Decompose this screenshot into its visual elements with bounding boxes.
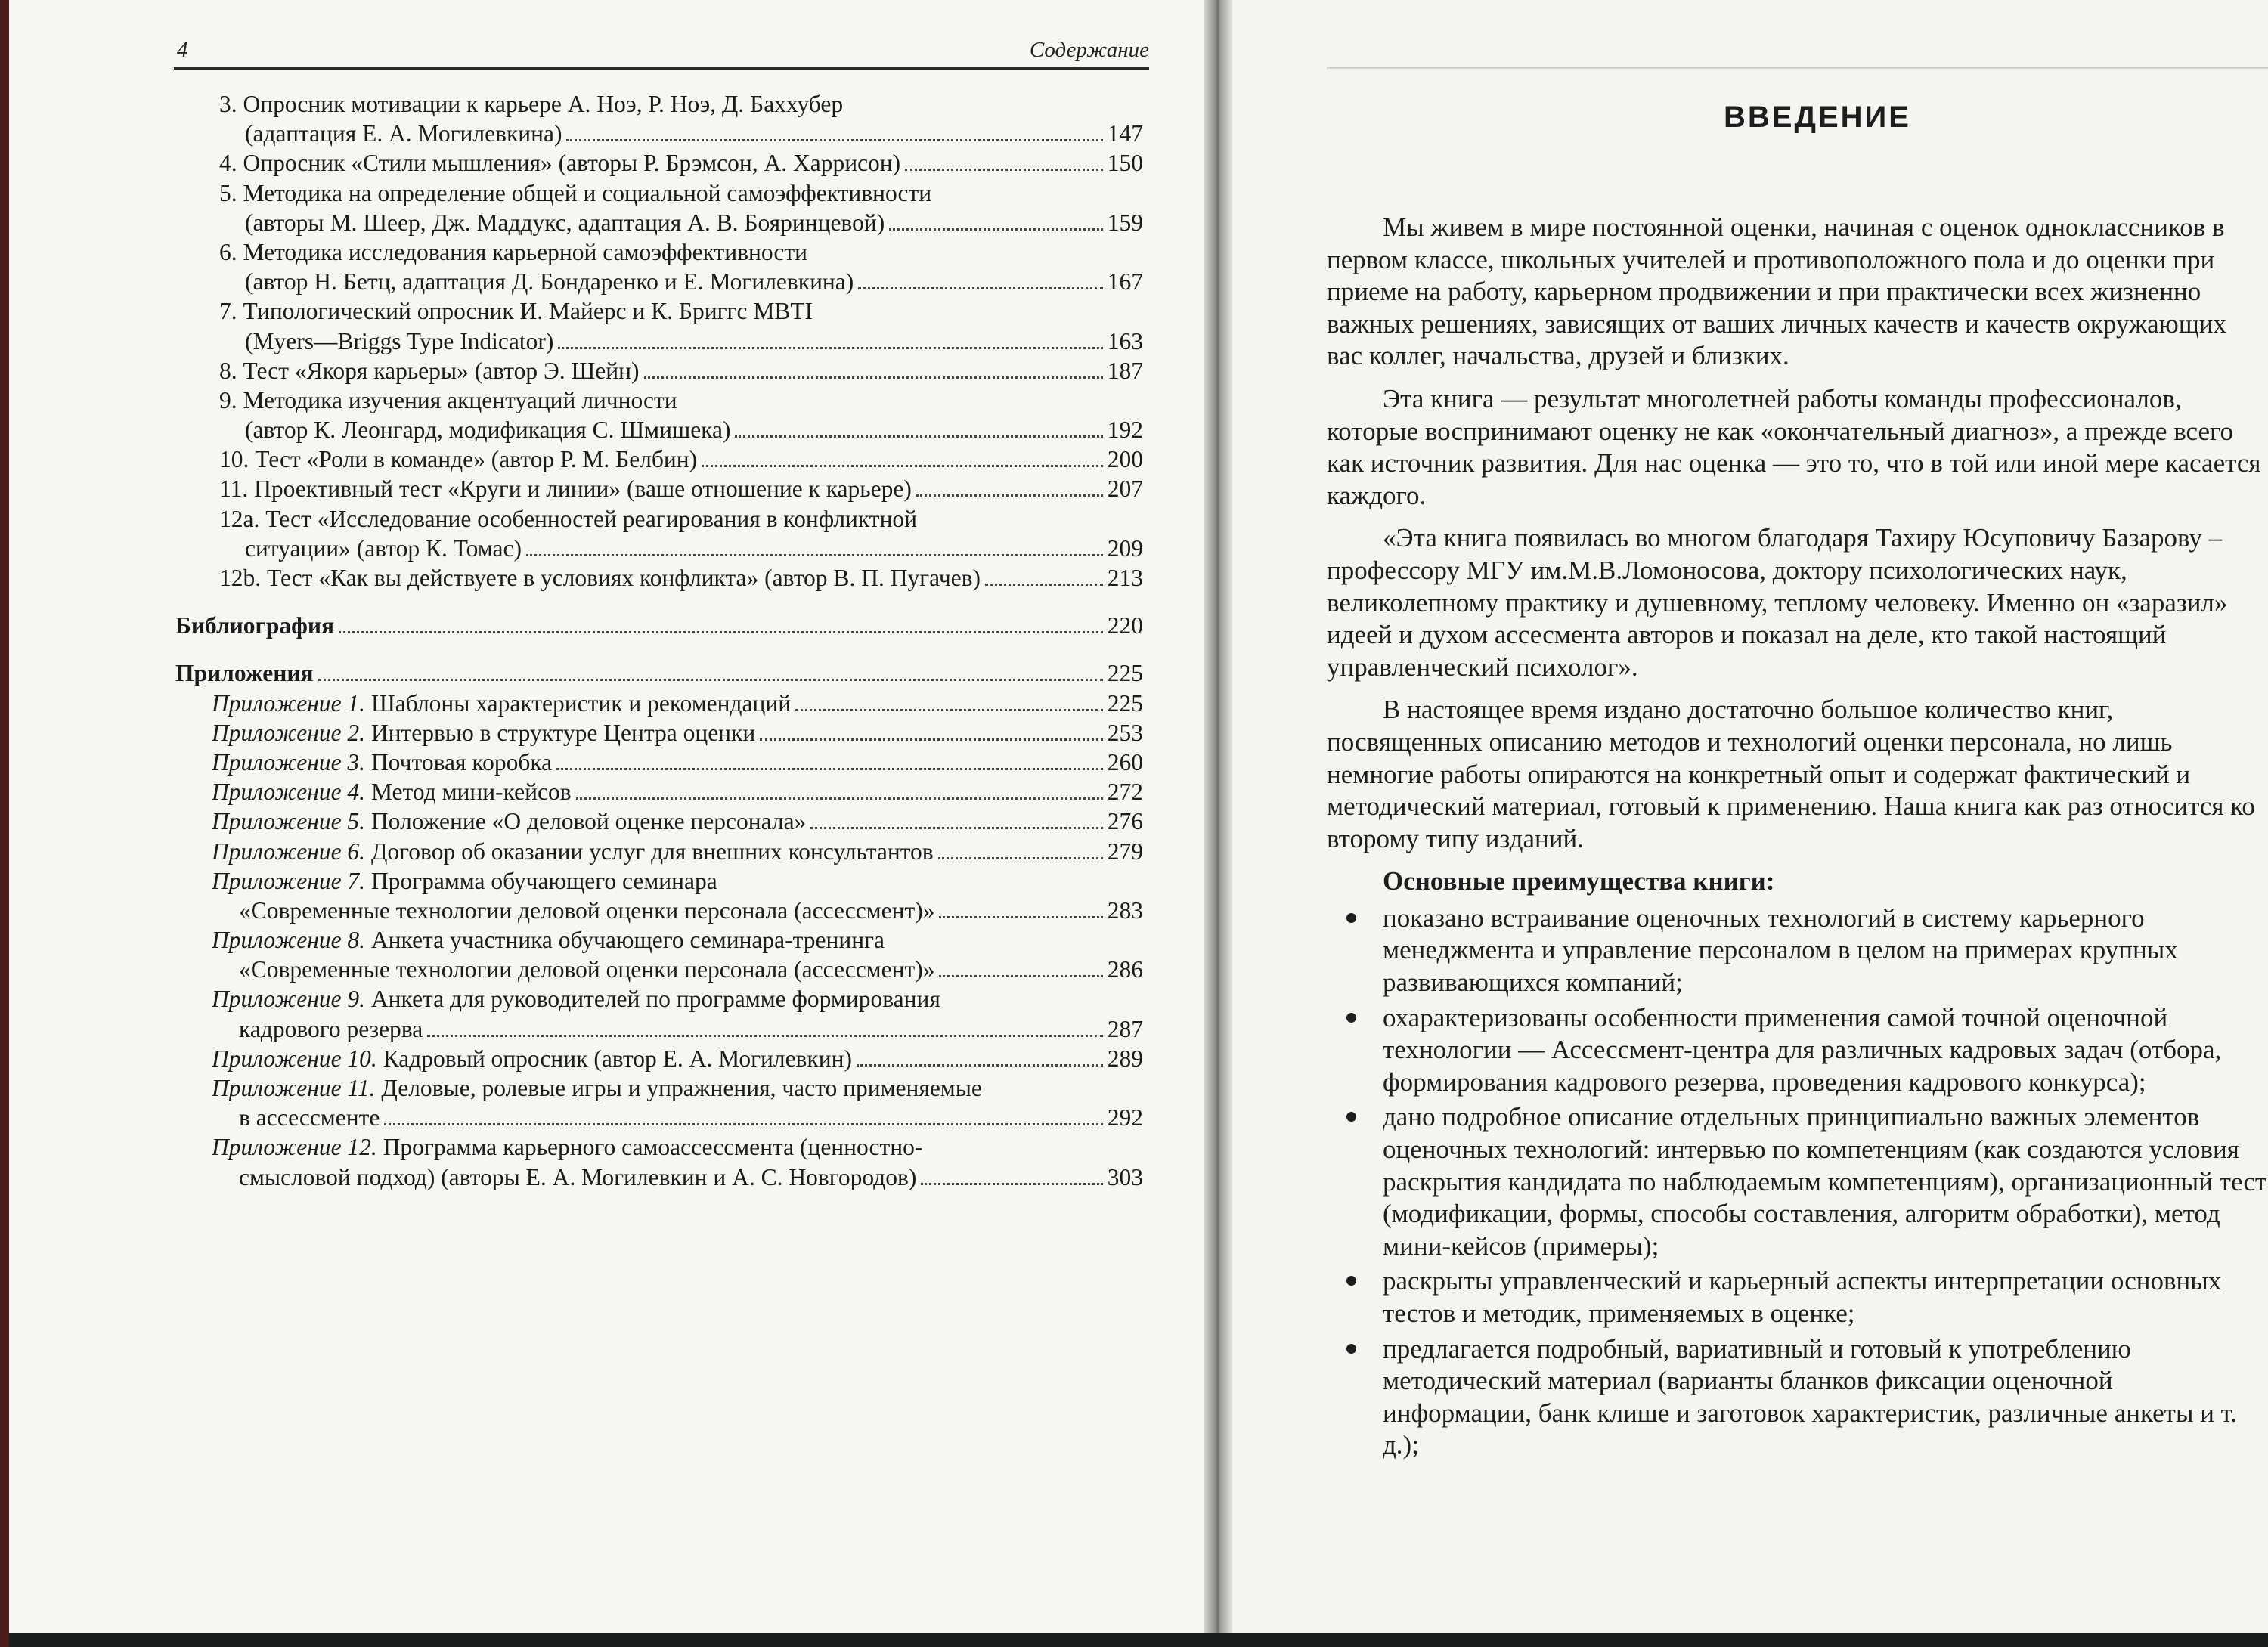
paragraph: Эта книга — результат многолетней работы команды профессионалов, которые воспринимают оценку не как «окончательный диагноз», а прежде всего как источник развития. Для нас оценка — это то, что в той или иной мере касается каждого. — [1327, 383, 2261, 510]
toc-line — [175, 504, 1143, 534]
spacer — [175, 640, 1143, 658]
appendix-line — [175, 718, 1143, 748]
dot-leader — [905, 168, 1103, 171]
toc-line — [175, 385, 1143, 415]
toc-line — [175, 148, 1143, 178]
appendix-line — [175, 748, 1143, 777]
dot-leader — [339, 630, 1103, 633]
toc-line — [175, 474, 1143, 503]
toc-entry-text — [175, 658, 314, 688]
toc-page-number: 260 — [1107, 748, 1143, 776]
toc-title: Деловые, ролевые игры и упражнения, часто применяемые — [381, 1075, 982, 1101]
paragraph: В настоящее время издано достаточно большое количество книг, посвященных описанию методов и технологий оценки персонала, но лишь немногие работы опираются на конкретный опыт и содержат фактический и методический материал, готовый к применению. Наша книга как раз относится ко второму типу изданий. — [1327, 695, 2255, 853]
toc-title: Анкета для руководителей по программе формирования — [370, 986, 940, 1013]
appendix-line — [175, 1162, 1143, 1192]
toc-page-number: 279 — [1107, 837, 1143, 865]
toc-title: Приложения — [175, 660, 314, 687]
toc-entry-text — [245, 208, 885, 237]
chapter-title: ВВЕДЕНИЕ — [1724, 101, 1911, 134]
toc-entry-text — [219, 356, 640, 385]
toc-title: (авторы М. Шеер, Дж. Маддукс, адаптация А. В. Бояринцевой) — [245, 209, 885, 236]
toc-title: ситуации» (автор К. Томас) — [245, 534, 522, 562]
toc-page-number: 167 — [1107, 268, 1143, 296]
list-item — [1327, 1002, 2268, 1099]
toc-page-number: 276 — [1107, 808, 1143, 835]
appendix-line — [175, 1073, 1143, 1103]
dot-leader — [939, 974, 1102, 977]
appendix-line — [175, 925, 1143, 955]
dot-leader — [644, 376, 1103, 379]
toc-title: Интервью в структуре Центра оценки — [370, 719, 756, 746]
toc-line — [175, 327, 1143, 356]
dot-leader — [735, 435, 1102, 438]
appendix-line — [175, 984, 1143, 1014]
toc-title: 11. Проективный тест «Круги и линии» (ваше отношение к карьере) — [219, 475, 912, 503]
cover-edge — [0, 0, 9, 1647]
appendix-line — [175, 955, 1143, 984]
toc-entry-text — [212, 689, 791, 718]
toc-entry-text — [245, 534, 522, 563]
appendix-prefix: Приложение 6. — [212, 837, 366, 865]
toc-page-number: 150 — [1107, 150, 1143, 177]
toc-entry-text — [175, 611, 334, 640]
list-item-text: охарактеризованы особенности применения самой точной оценочной технологии — Ассессмент-центра для различных кадровых задач (отбора, формирования кадрового резерва, проведения кадрового конкурса); — [1383, 1002, 2222, 1097]
toc-entry-text — [212, 1044, 852, 1073]
list-item — [1327, 1333, 2268, 1462]
dot-leader — [889, 228, 1103, 231]
toc-entry-text — [212, 984, 940, 1014]
toc-line — [175, 563, 1143, 593]
book-binding — [1204, 0, 1232, 1633]
list-item-text: предлагается подробный, вариативный и готовый к употреблению методический материал (варианты бланков фиксации оценочной информации, банк клише и заготовок характеристик, различные анкеты и т. д.); — [1383, 1333, 2238, 1460]
spacer — [175, 593, 1143, 611]
dot-leader — [795, 708, 1103, 711]
dot-leader — [916, 494, 1103, 497]
toc-page-number: 225 — [1107, 689, 1143, 717]
toc-entry-text — [239, 1014, 423, 1044]
toc-title: кадрового резерва — [239, 1015, 423, 1042]
toc-entry-text — [212, 837, 934, 866]
list-item — [1327, 1265, 2268, 1330]
list-item-text: дано подробное описание отдельных принципиально важных элементов оценочных технологий: интервью по компетенциям (как создаются условия раскрытия кандидата по наблюдаемым компетенциям), организационный тест (модификации, формы, способы составления, алгоритм обработки), метод мини-кейсов (примеры); — [1383, 1102, 2267, 1261]
appendix-prefix: Приложение 8. — [212, 927, 366, 954]
toc-title: Библиография — [175, 612, 335, 639]
toc-entry-text — [212, 866, 717, 896]
dot-leader — [938, 856, 1103, 859]
dot-leader — [702, 464, 1103, 467]
dot-leader — [526, 553, 1103, 556]
toc-title: Метод мини-кейсов — [370, 779, 572, 806]
toc-title: «Современные технологии деловой оценки персонала (ассессмент)» — [239, 956, 935, 983]
toc-title: 8. Тест «Якоря карьеры» (автор Э. Шейн) — [219, 357, 640, 384]
toc-title: 4. Опросник «Стили мышления» (авторы Р. Брэмсон, А. Харрисон) — [219, 150, 901, 177]
toc-title: «Современные технологии деловой оценки персонала (ассессмент)» — [239, 896, 935, 924]
dot-leader — [558, 346, 1102, 349]
toc-entry-text — [239, 896, 934, 925]
advantages-list — [1327, 902, 2268, 1462]
toc-page-number: 272 — [1107, 779, 1143, 806]
dot-leader — [427, 1034, 1103, 1037]
toc-page-number: 159 — [1107, 209, 1143, 236]
toc-page-number: 303 — [1107, 1163, 1143, 1190]
toc-entry-text — [245, 267, 854, 296]
toc-entry-text — [212, 806, 806, 836]
toc-entry-text — [239, 955, 934, 984]
appendix-line — [175, 1014, 1143, 1044]
toc-title: (автор К. Леонгард, модификация С. Шмишека) — [245, 416, 731, 444]
dot-leader — [566, 138, 1102, 141]
toc-title: 6. Методика исследования карьерной самоэффективности — [219, 238, 807, 265]
page-number: 4 — [177, 38, 188, 62]
toc-entry-text — [219, 89, 843, 119]
dot-leader — [556, 767, 1103, 770]
toc-line — [175, 444, 1143, 474]
toc-line — [175, 237, 1143, 267]
dot-leader — [985, 583, 1103, 586]
toc-page-number: 147 — [1107, 120, 1143, 147]
toc-entry-text — [219, 474, 912, 503]
toc-title: 3. Опросник мотивации к карьере А. Ноэ, Р. Ноэ, Д. Баххубер — [219, 91, 844, 117]
bullet-icon — [1346, 913, 1356, 923]
toc-entry-text — [219, 385, 677, 415]
toc-page-number: 253 — [1107, 719, 1143, 746]
toc-entry-text — [212, 1132, 922, 1162]
toc-entry-text — [219, 237, 807, 267]
toc-line — [175, 534, 1143, 563]
toc-entry-text — [219, 504, 917, 534]
dot-leader — [384, 1122, 1102, 1125]
toc-title: Программа карьерного самоассессмента (ценностно- — [383, 1134, 923, 1161]
dot-leader — [318, 678, 1103, 681]
toc-page-number: 283 — [1107, 896, 1143, 924]
right-running-header — [1327, 36, 2268, 69]
toc-page-number: 207 — [1107, 475, 1143, 503]
appendix-line — [175, 837, 1143, 866]
appendix-line — [175, 777, 1143, 806]
dot-leader — [858, 286, 1102, 289]
toc-page-number: 192 — [1107, 416, 1143, 444]
toc-title: в ассессменте — [239, 1104, 380, 1132]
toc-page-number: 286 — [1107, 956, 1143, 983]
toc-title: Почтовая коробка — [370, 748, 553, 776]
list-item-text: раскрыты управленческий и карьерный аспекты интерпретации основных тестов и методик, применяемых в оценке; — [1383, 1266, 2222, 1328]
toc-line — [175, 208, 1143, 237]
table-of-contents — [175, 89, 1143, 1192]
toc-page-number: 292 — [1107, 1104, 1143, 1132]
bullet-icon — [1346, 1344, 1356, 1354]
toc-entry-text — [245, 119, 562, 148]
dot-leader — [760, 738, 1103, 741]
toc-entry-text — [212, 1073, 982, 1103]
appendix-prefix: Приложение 5. — [212, 808, 366, 835]
toc-title: Положение «О деловой оценке персонала» — [370, 808, 807, 835]
toc-page-number: 225 — [1107, 660, 1143, 687]
appendix-prefix: Приложение 11. — [212, 1075, 376, 1101]
toc-entry-text — [219, 563, 981, 593]
toc-title: 7. Типологический опросник И. Майерс и К. Бриггс MBTI — [219, 298, 813, 325]
toc-title: 12a. Тест «Исследование особенностей реагирования в конфликтной — [219, 505, 918, 532]
appendix-prefix: Приложение 1. — [212, 689, 366, 717]
appendix-prefix: Приложение 7. — [212, 867, 366, 894]
toc-page-number: 209 — [1107, 534, 1143, 562]
toc-page-number: 187 — [1107, 357, 1143, 384]
list-item-text: показано встраивание оценочных технологий в систему карьерного менеджмента и управление персоналом в целом на примерах крупных развивающихся компаний; — [1383, 902, 2178, 998]
appendix-prefix: Приложение 9. — [212, 986, 366, 1013]
advantages-heading: Основные преимущества книги: — [1383, 866, 1775, 896]
toc-line — [175, 89, 1143, 119]
toc-line — [175, 267, 1143, 296]
toc-title: Шаблоны характеристик и рекомендаций — [370, 689, 792, 717]
toc-entry-text — [219, 444, 697, 474]
appendix-line — [175, 806, 1143, 836]
appendix-prefix: Приложение 10. — [212, 1045, 377, 1072]
toc-entry-text — [219, 296, 813, 326]
toc-entry-text — [212, 748, 552, 777]
toc-title: (Myers—Briggs Type Indicator) — [245, 327, 554, 354]
running-title: Содержание — [1029, 38, 1149, 62]
left-running-header — [174, 34, 1149, 70]
toc-page-number: 163 — [1107, 327, 1143, 354]
quote-paragraph: «Эта книга появилась во многом благодаря Тахиру Юсуповичу Базарову – профессору МГУ им.М.В.Ломоносова, доктору психологических наук, великолепному практику и душевному, теплому человеку. Именно он «заразил» идеей и духом ассесмента авторов и показал на деле, кто такой настоящий управленческий психолог». — [1327, 523, 2228, 682]
toc-title: Кадровый опросник (автор Е. А. Могилевкин) — [383, 1045, 852, 1072]
appendix-prefix: Приложение 4. — [212, 779, 366, 806]
toc-title: (адаптация Е. А. Могилевкина) — [245, 120, 562, 147]
toc-page-number: 289 — [1107, 1045, 1143, 1072]
dot-leader — [857, 1063, 1103, 1067]
appendix-line — [175, 896, 1143, 925]
bullet-icon — [1346, 1013, 1356, 1023]
dot-leader — [576, 797, 1103, 800]
toc-line — [175, 178, 1143, 208]
toc-title: 10. Тест «Роли в команде» (автор Р. М. Белбин) — [219, 446, 698, 473]
toc-title: (автор Н. Бетц, адаптация Д. Бондаренко и Е. Могилевкина) — [245, 268, 854, 296]
appendix-prefix: Приложение 12. — [212, 1134, 377, 1161]
toc-title: Анкета участника обучающего семинара-тренинга — [370, 927, 885, 954]
introduction-body — [1327, 212, 2268, 1465]
appendix-line — [175, 866, 1143, 896]
toc-title: 5. Методика на определение общей и социальной самоэффективности — [219, 179, 932, 206]
toc-bibliography — [175, 611, 1143, 640]
toc-appendices — [175, 658, 1143, 688]
toc-entry-text — [245, 327, 553, 356]
dot-leader — [939, 915, 1102, 918]
toc-entry-text — [239, 1103, 380, 1132]
bullet-icon — [1346, 1112, 1356, 1122]
paragraph: Мы живем в мире постоянной оценки, начиная с оценок одноклассников в первом классе, школьных учителей и противоположного пола и до оценки при приеме на работу, карьерном продвижении и при практически всех жизненно важных решениях, зависящих от ваших личных качеств и качеств окружающих вас коллег, начальства, друзей и близких. — [1327, 212, 2226, 371]
dot-leader — [810, 826, 1102, 829]
toc-page-number: 200 — [1107, 446, 1143, 473]
dot-leader — [921, 1182, 1102, 1185]
appendix-line — [175, 1132, 1143, 1162]
toc-line — [175, 296, 1143, 326]
toc-title: Программа обучающего семинара — [370, 867, 717, 894]
list-item — [1327, 902, 2268, 999]
toc-title: 9. Методика изучения акцентуаций личности — [219, 386, 677, 413]
toc-line — [175, 415, 1143, 444]
toc-page-number: 220 — [1107, 612, 1143, 639]
toc-entry-text — [219, 148, 900, 178]
toc-entry-text — [245, 415, 730, 444]
toc-page-number: 213 — [1107, 565, 1143, 591]
appendix-line — [175, 1044, 1143, 1073]
toc-entry-text — [219, 178, 931, 208]
list-item — [1327, 1101, 2268, 1262]
appendix-prefix: Приложение 3. — [212, 748, 366, 776]
toc-entry-text — [239, 1162, 916, 1192]
appendix-prefix: Приложение 2. — [212, 719, 366, 746]
toc-title: смысловой подход) (авторы Е. А. Могилевкин и А. С. Новгородов) — [239, 1163, 917, 1190]
toc-line — [175, 119, 1143, 148]
appendix-line — [175, 1103, 1143, 1132]
toc-title: Договор об оказании услуг для внешних консультантов — [370, 837, 934, 865]
toc-page-number: 287 — [1107, 1015, 1143, 1042]
bullet-icon — [1346, 1276, 1356, 1286]
toc-title: 12b. Тест «Как вы действуете в условиях конфликта» (автор В. П. Пугачев) — [219, 565, 981, 591]
toc-entry-text — [212, 777, 572, 806]
toc-line — [175, 356, 1143, 385]
toc-entry-text — [212, 925, 885, 955]
appendix-line — [175, 689, 1143, 718]
toc-entry-text — [212, 718, 755, 748]
